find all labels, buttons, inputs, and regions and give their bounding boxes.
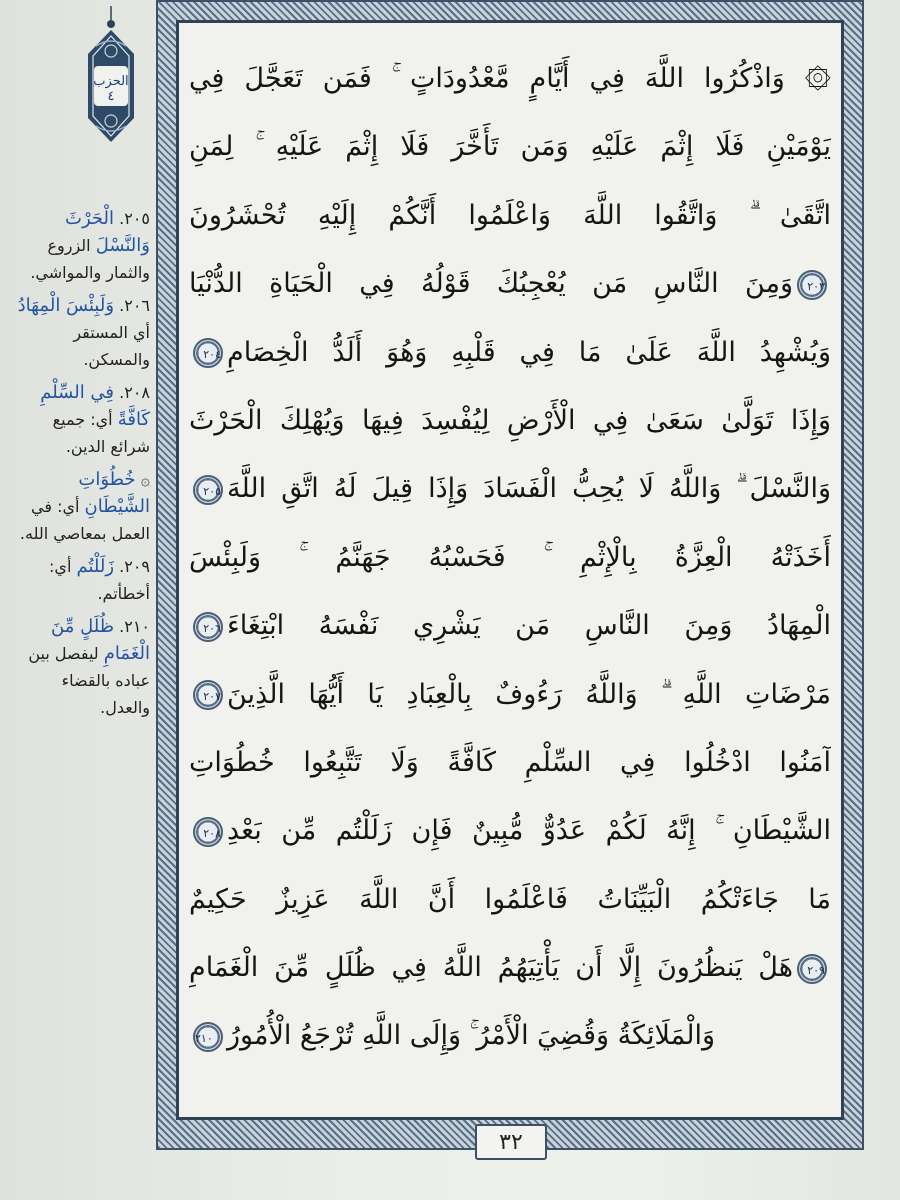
verse-line [189, 1002, 831, 1070]
verse-line-text: مَرْضَاتِ اللَّهِ ۗ وَاللَّهُ رَءُوفٌ بِالْعِبَادِ يَا أَيُّهَا الَّذِينَ [227, 678, 831, 710]
verse-line-text: الْمِهَادُ وَمِنَ النَّاسِ مَن يَشْرِي نَفْسَهُ ابْتِغَاءَ [227, 610, 831, 642]
quran-text [189, 45, 831, 1097]
verse-line-text: وَمِنَ النَّاسِ مَن يُعْجِبُكَ قَوْلُهُ فِي الْحَيَاةِ الدُّنْيَا [189, 268, 793, 300]
hizb-ornament [82, 6, 140, 146]
verse-line-text: هَلْ يَنظُرُونَ إِلَّا أَن يَأْتِيَهُمُ اللَّهُ فِي ظُلَلٍ مِّنَ الْغَمَامِ [189, 952, 793, 984]
note-number: ۞ [140, 470, 150, 489]
verse-line [189, 661, 831, 729]
verse-line-text: الشَّيْطَانِ ۚ إِنَّهُ لَكُمْ عَدُوٌّ مُّبِينٌ فَإِن زَلَلْتُم مِّن بَعْدِ [227, 815, 831, 847]
note-body: أي المستقر والمسكن. [73, 323, 150, 369]
margin-note [8, 292, 150, 373]
verse-line [189, 729, 831, 797]
note-body: ليفصل بين عباده بالقضاء والعدل. [28, 644, 150, 717]
ayah-marker: ٢٠٧ [193, 680, 223, 710]
verse-line-text: آمَنُوا ادْخُلُوا فِي السِّلْمِ كَافَّةً وَلَا تَتَّبِعُوا خُطُوَاتِ [189, 746, 831, 778]
note-word: خُطُوَاتِ الشَّيْطَانِ [78, 469, 150, 517]
note-number: ٢١٠. [119, 617, 150, 636]
page-number-box [475, 1124, 547, 1160]
verse-line [189, 387, 831, 455]
note-word: فِي السِّلْمِ كَافَّةً [40, 382, 150, 430]
page-frame [156, 0, 864, 1150]
hizb-title: الحزب [93, 74, 129, 89]
verse-line [189, 797, 831, 865]
note-body: أي: أخطأتم. [49, 557, 150, 603]
ayah-marker: ٢١٠ [193, 1022, 223, 1052]
margin-note [8, 466, 150, 547]
verse-line [189, 524, 831, 592]
note-number: ٢٠٨. [119, 383, 150, 402]
note-number: ٢٠٦. [119, 296, 150, 315]
verse-line [189, 319, 831, 387]
verse-line-text: وَإِذَا تَوَلَّىٰ سَعَىٰ فِي الْأَرْضِ لِيُفْسِدَ فِيهَا وَيُهْلِكَ الْحَرْثَ [189, 404, 831, 436]
hizb-label [82, 74, 140, 104]
verse-line-text: اتَّقَىٰ ۗ وَاتَّقُوا اللَّهَ وَاعْلَمُوا أَنَّكُمْ إِلَيْهِ تُحْشَرُونَ [189, 199, 831, 231]
verse-line-text: وَالْمَلَائِكَةُ وَقُضِيَ الْأَمْرُ ۚ وَإِلَى اللَّهِ تُرْجَعُ الْأُمُورُ [227, 1020, 715, 1052]
note-body: الزروع والثمار والمواشي. [30, 236, 150, 282]
verse-line-text: مَا جَاءَتْكُمُ الْبَيِّنَاتُ فَاعْلَمُوا أَنَّ اللَّهَ عَزِيزٌ حَكِيمٌ [189, 883, 831, 915]
ayah-marker: ٢٠٦ [193, 612, 223, 642]
note-body: أي: في العمل بمعاصي الله. [19, 497, 150, 543]
verse-line [189, 45, 831, 113]
ayah-marker: ٢٠٤ [193, 338, 223, 368]
margin-notes [8, 205, 150, 727]
margin-note [8, 205, 150, 286]
page-number: ٣٢ [499, 1129, 523, 1155]
verse-line [189, 250, 831, 318]
margin-note [8, 553, 150, 607]
verse-line-text: وَالنَّسْلَ ۗ وَاللَّهُ لَا يُحِبُّ الْفَسَادَ وَإِذَا قِيلَ لَهُ اتَّقِ اللَّهَ [227, 473, 831, 505]
verse-line-text: ۞ وَاذْكُرُوا اللَّهَ فِي أَيَّامٍ مَّعْدُودَاتٍ ۚ فَمَن تَعَجَّلَ فِي [189, 63, 831, 94]
verse-line-text: أَخَذَتْهُ الْعِزَّةُ بِالْإِثْمِ ۚ فَحَسْبُهُ جَهَنَّمُ ۚ وَلَبِئْسَ [189, 541, 831, 573]
note-word: زَلَلْتُم [76, 556, 115, 577]
ayah-marker: ٢٠٨ [193, 817, 223, 847]
verse-line [189, 182, 831, 250]
note-body: أي: جميع شرائع الدين. [52, 410, 150, 456]
verse-line [189, 866, 831, 934]
note-word: الْحَرْثَ وَالنَّسْلَ [65, 208, 150, 256]
note-word: وَلَبِئْسَ الْمِهَادُ [17, 295, 115, 316]
text-panel [176, 20, 844, 1120]
ayah-marker: ٢٠٩ [797, 954, 827, 984]
ayah-marker: ٢٠٥ [193, 475, 223, 505]
verse-line-text: وَيُشْهِدُ اللَّهَ عَلَىٰ مَا فِي قَلْبِهِ وَهُوَ أَلَدُّ الْخِصَامِ [227, 336, 831, 368]
verse-line [189, 934, 831, 1002]
hizb-number: ٤ [107, 89, 115, 104]
note-number: ٢٠٩. [119, 557, 150, 576]
verse-line [189, 592, 831, 660]
verse-line-text: يَوْمَيْنِ فَلَا إِثْمَ عَلَيْهِ وَمَن تَأَخَّرَ فَلَا إِثْمَ عَلَيْهِ ۚ لِمَنِ [189, 131, 831, 163]
note-word: ظُلَلٍ مِّنَ الْغَمَامِ [51, 616, 150, 664]
margin-note [8, 613, 150, 721]
ayah-marker: ٢٠٣ [797, 270, 827, 300]
margin-note [8, 379, 150, 460]
verse-line [189, 113, 831, 181]
note-number: ٢٠٥. [119, 209, 150, 228]
verse-line [189, 455, 831, 523]
